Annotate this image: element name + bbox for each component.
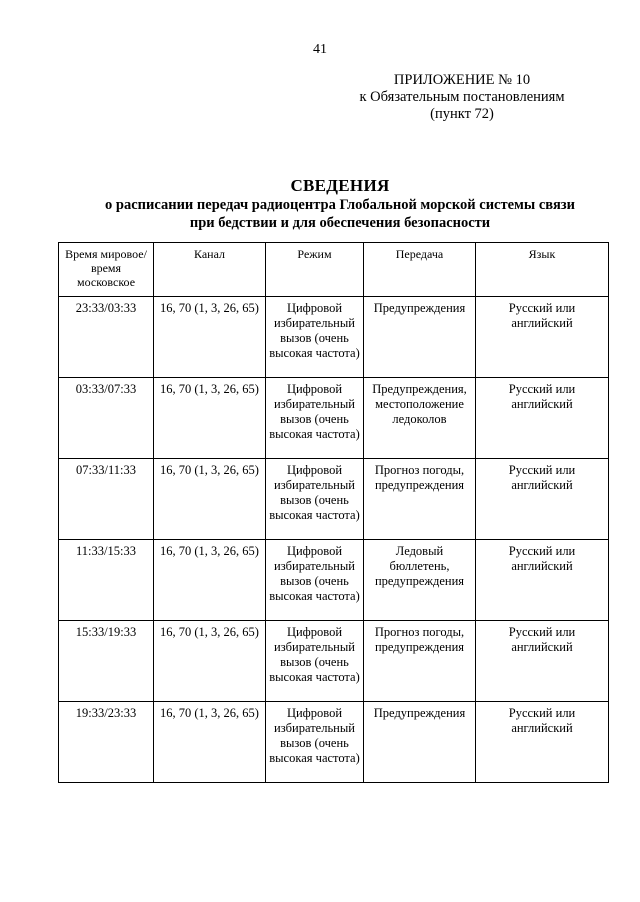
document-heading bbox=[40, 176, 640, 232]
cell-transmission: Предупреждения bbox=[364, 702, 476, 783]
cell-time: 23:33/03:33 bbox=[59, 297, 154, 378]
table-row bbox=[59, 297, 609, 378]
cell-mode: Цифровой избирательный вызов (очень высокая частота) bbox=[266, 621, 364, 702]
cell-mode: Цифровой избирательный вызов (очень высокая частота) bbox=[266, 540, 364, 621]
table-row bbox=[59, 702, 609, 783]
cell-channel: 16, 70 (1, 3, 26, 65) bbox=[154, 621, 266, 702]
cell-channel: 16, 70 (1, 3, 26, 65) bbox=[154, 540, 266, 621]
cell-transmission: Прогноз погоды, предупреждения bbox=[364, 459, 476, 540]
cell-channel: 16, 70 (1, 3, 26, 65) bbox=[154, 378, 266, 459]
cell-mode: Цифровой избирательный вызов (очень высокая частота) bbox=[266, 297, 364, 378]
appendix-reference: к Обязательным постановлениям bbox=[359, 89, 565, 105]
table-row bbox=[59, 459, 609, 540]
column-header-transmission: Передача bbox=[364, 243, 476, 297]
cell-transmission: Предупреждения bbox=[364, 297, 476, 378]
heading-title: СВЕДЕНИЯ bbox=[290, 176, 390, 195]
cell-time: 15:33/19:33 bbox=[59, 621, 154, 702]
cell-channel: 16, 70 (1, 3, 26, 65) bbox=[154, 297, 266, 378]
cell-mode: Цифровой избирательный вызов (очень высокая частота) bbox=[266, 702, 364, 783]
heading-subtitle-line-1: о расписании передач радиоцентра Глобальной морской системы связи bbox=[105, 197, 575, 213]
cell-channel: 16, 70 (1, 3, 26, 65) bbox=[154, 459, 266, 540]
cell-time: 19:33/23:33 bbox=[59, 702, 154, 783]
appendix-clause: (пункт 72) bbox=[430, 106, 494, 122]
cell-language: Русский или английский bbox=[476, 378, 609, 459]
cell-language: Русский или английский bbox=[476, 540, 609, 621]
table-row bbox=[59, 378, 609, 459]
heading-subtitle-line-2: при бедствии и для обеспечения безопасности bbox=[189, 215, 491, 231]
cell-channel: 16, 70 (1, 3, 26, 65) bbox=[154, 702, 266, 783]
cell-mode: Цифровой избирательный вызов (очень высокая частота) bbox=[266, 378, 364, 459]
column-header-channel: Канал bbox=[154, 243, 266, 297]
column-header-mode: Режим bbox=[266, 243, 364, 297]
column-header-language: Язык bbox=[476, 243, 609, 297]
column-header-time: Время мировое/время московское bbox=[59, 243, 154, 297]
page-number: 41 bbox=[313, 42, 327, 57]
schedule-table bbox=[58, 242, 609, 783]
cell-language: Русский или английский bbox=[476, 297, 609, 378]
appendix-title: ПРИЛОЖЕНИЕ № 10 bbox=[393, 72, 531, 88]
table-header-row bbox=[59, 243, 609, 297]
cell-transmission: Предупреждения, местоположение ледоколов bbox=[364, 378, 476, 459]
appendix-block bbox=[322, 72, 602, 123]
cell-time: 03:33/07:33 bbox=[59, 378, 154, 459]
table-row bbox=[59, 540, 609, 621]
cell-transmission: Ледовый бюллетень, предупреждения bbox=[364, 540, 476, 621]
cell-language: Русский или английский bbox=[476, 621, 609, 702]
cell-transmission: Прогноз погоды, предупреждения bbox=[364, 621, 476, 702]
cell-time: 07:33/11:33 bbox=[59, 459, 154, 540]
cell-language: Русский или английский bbox=[476, 702, 609, 783]
cell-language: Русский или английский bbox=[476, 459, 609, 540]
cell-time: 11:33/15:33 bbox=[59, 540, 154, 621]
table-row bbox=[59, 621, 609, 702]
cell-mode: Цифровой избирательный вызов (очень высокая частота) bbox=[266, 459, 364, 540]
